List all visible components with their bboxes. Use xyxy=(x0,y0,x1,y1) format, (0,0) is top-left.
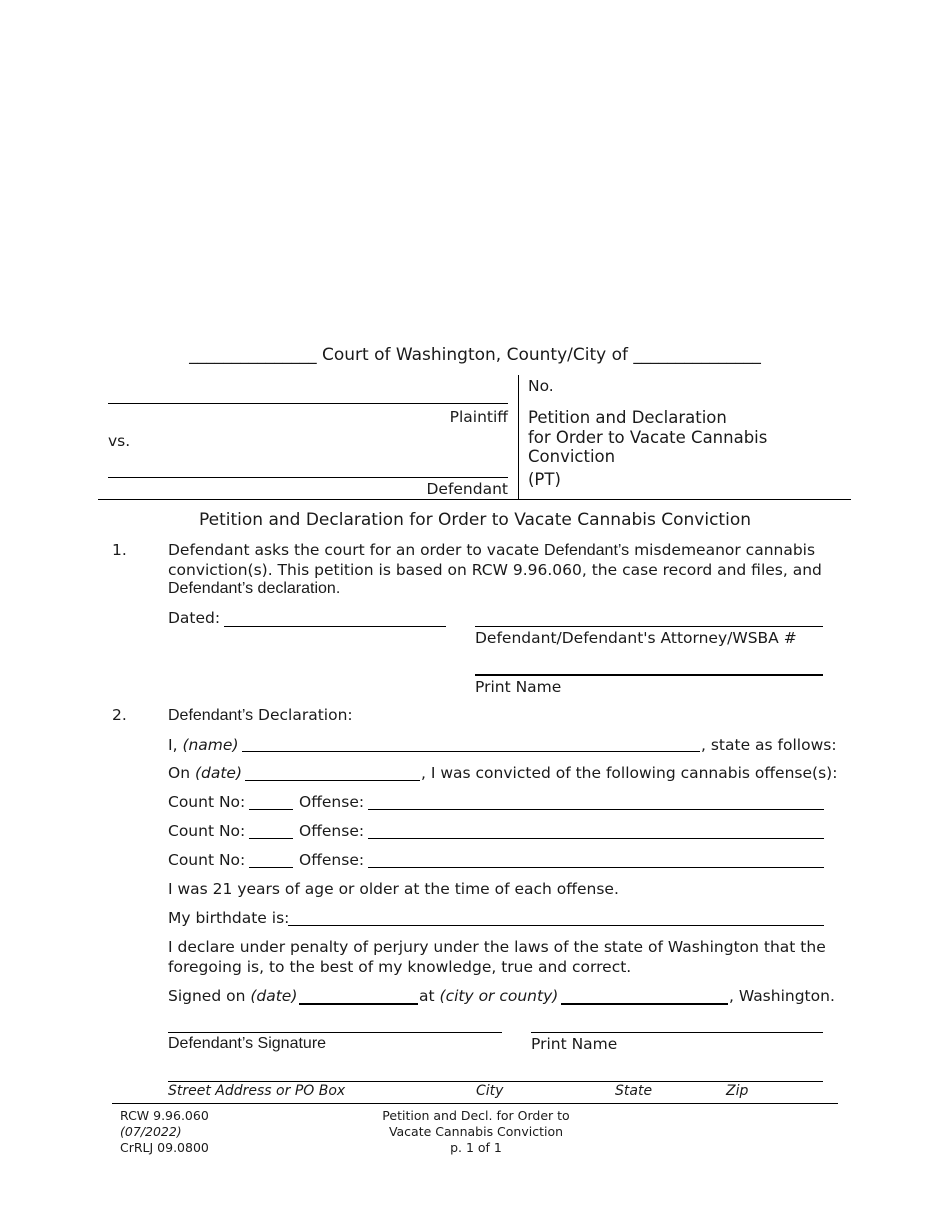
section1-number: 1. xyxy=(112,541,127,559)
doc-code: (PT) xyxy=(528,470,561,489)
count-label-1: Count No: xyxy=(168,793,246,811)
doc-title-line2: for Order to Vacate Cannabis xyxy=(528,428,768,447)
section2-number: 2. xyxy=(112,706,127,724)
count-no-field-1[interactable] xyxy=(249,809,293,810)
perjury-line2: foregoing is, to the best of my knowledge, true and correct. xyxy=(168,958,632,976)
plaintiff-label: Plaintiff xyxy=(449,408,508,426)
count-label-2: Count No: xyxy=(168,822,246,840)
plaintiff-name-line[interactable] xyxy=(108,403,508,404)
at-city-row: at (city or county) xyxy=(419,987,559,1005)
date-row: On (date) xyxy=(168,764,242,782)
footer-title-line1: Petition and Decl. for Order to xyxy=(382,1108,570,1123)
dated-label: Dated: xyxy=(168,609,221,627)
offense-field-3[interactable] xyxy=(368,867,824,868)
signature-label: Defendant’s Signature xyxy=(168,1035,327,1052)
birthdate-field[interactable] xyxy=(288,925,824,926)
perjury-line1: I declare under penalty of perjury under the laws of the state of Washington that the xyxy=(168,938,826,956)
footer-date: (07/2022) xyxy=(120,1124,182,1139)
attorney-signature-line[interactable] xyxy=(475,626,823,627)
section1-line1: Defendant asks the court for an order to vacate Defendant’s misdemeanor cannabis xyxy=(168,541,816,559)
footer-form-number: CrRLJ 09.0800 xyxy=(120,1140,209,1155)
address-street-label: Street Address or PO Box xyxy=(168,1083,346,1099)
doc-title-line3: Conviction xyxy=(528,447,616,466)
offense-field-2[interactable] xyxy=(368,838,824,839)
doc-title-line1: Petition and Declaration xyxy=(528,408,727,427)
address-state-label: State xyxy=(615,1083,653,1099)
section2-heading: Defendant’s Declaration: xyxy=(168,706,353,724)
name-row: I, (name) xyxy=(168,736,239,754)
case-number-label: No. xyxy=(528,377,554,395)
signed-date-field[interactable] xyxy=(299,1003,418,1005)
dated-field[interactable] xyxy=(224,626,446,627)
caption-rule xyxy=(98,499,851,500)
footer-title-line2: Vacate Cannabis Conviction xyxy=(388,1124,564,1139)
address-line[interactable] xyxy=(168,1081,823,1082)
print-name-line[interactable] xyxy=(475,674,823,676)
state-as-follows: , state as follows: xyxy=(701,736,837,754)
print-name-line-2[interactable] xyxy=(531,1032,823,1033)
washington-label: , Washington. xyxy=(729,987,835,1005)
defendant-name-line[interactable] xyxy=(108,477,508,478)
footer-rule xyxy=(112,1103,838,1104)
declarant-name-field[interactable] xyxy=(242,751,700,752)
section1-line3: Defendant’s declaration. xyxy=(168,580,341,597)
footer-page: p. 1 of 1 xyxy=(450,1140,502,1155)
print-name-label-2: Print Name xyxy=(531,1035,618,1053)
address-zip-label: Zip xyxy=(726,1083,749,1099)
caption-divider xyxy=(518,375,519,499)
conviction-date-field[interactable] xyxy=(245,780,420,781)
section1-line2: conviction(s). This petition is based on RCW 9.96.060, the case record and files, and xyxy=(168,561,822,579)
page-title: Petition and Declaration for Order to Vacate Cannabis Conviction xyxy=(198,510,751,530)
birthdate-label: My birthdate is: xyxy=(168,909,290,927)
offense-label-3: Offense: xyxy=(299,851,365,869)
age-statement: I was 21 years of age or older at the time of each offense. xyxy=(168,880,619,898)
convicted-text: , I was convicted of the following cannabis offense(s): xyxy=(421,764,838,782)
offense-label-1: Offense: xyxy=(299,793,365,811)
signed-on-row: Signed on (date) xyxy=(168,987,298,1005)
defendant-label: Defendant xyxy=(426,480,508,498)
vs-label: vs. xyxy=(108,432,131,450)
defendant-signature-line[interactable] xyxy=(168,1032,502,1033)
count-label-3: Count No: xyxy=(168,851,246,869)
attorney-label: Defendant/Defendant's Attorney/WSBA # xyxy=(475,629,797,647)
count-no-field-3[interactable] xyxy=(249,867,293,868)
address-city-label: City xyxy=(476,1083,504,1099)
print-name-label: Print Name xyxy=(475,678,562,696)
footer-rcw: RCW 9.96.060 xyxy=(120,1108,209,1123)
offense-field-1[interactable] xyxy=(368,809,824,810)
court-heading: _______________ Court of Washington, County/City of _______________ xyxy=(189,345,761,365)
count-no-field-2[interactable] xyxy=(249,838,293,839)
offense-label-2: Offense: xyxy=(299,822,365,840)
city-county-field[interactable] xyxy=(561,1003,728,1005)
